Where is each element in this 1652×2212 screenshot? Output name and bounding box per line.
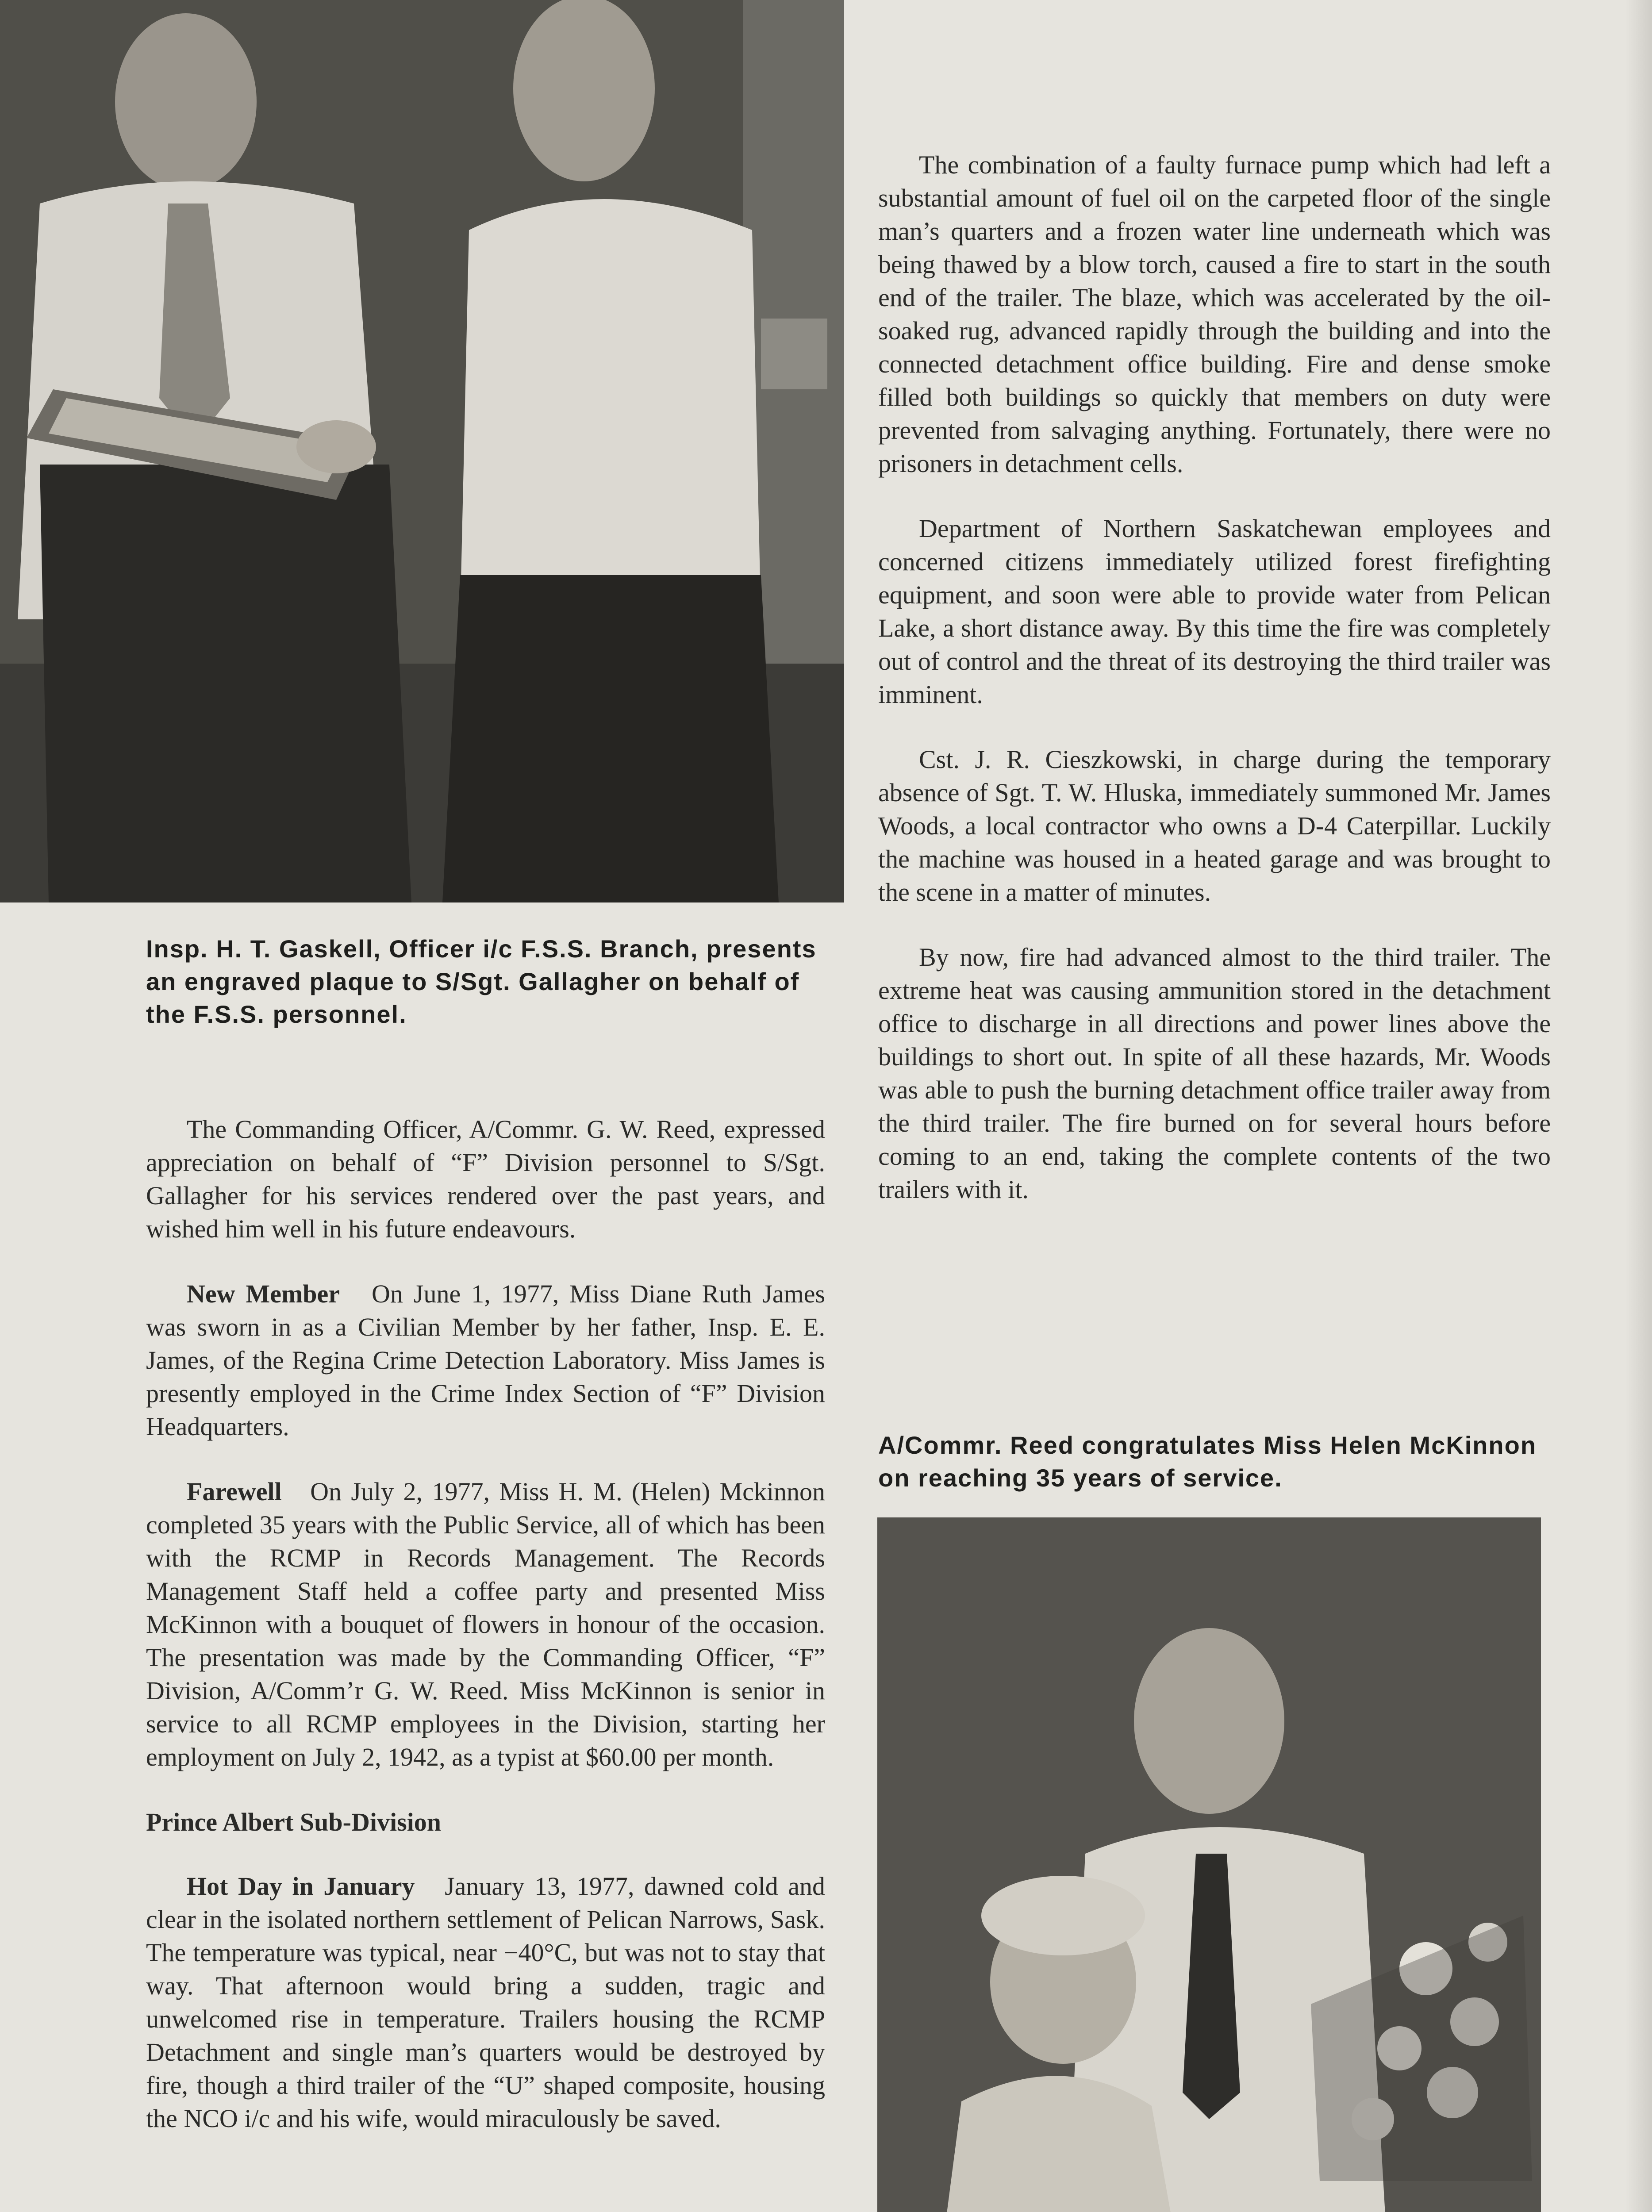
right-text-column [878, 148, 1551, 1238]
caption-plaque-photo: Insp. H. T. Gaskell, Officer i/c F.S.S. Branch, presents an engraved plaque to S/Sgt. Gallagher on behalf of the F.S.S. personnel. [146, 935, 817, 1028]
photo-mckinnon-congratulations [877, 1517, 1541, 2212]
farewell-body: On July 2, 1977, Miss H. M. (Helen) Mckinnon completed 35 years with the Public Service, all of which has been with the RCMP in Records Management. The Records Management Staff held a coffee party and presented Miss McKinnon with a bouquet of flowers in honour of the occasion. The presentation was made by the Commanding Officer, “F” Division, A/Comm’r G. W. Reed. Miss McKinnon is senior in service to all RCMP employees in the Division, starting her employment on July 2, 1942, as a typist at $60.00 per month. [146, 1477, 825, 1771]
paragraph-caterpillar: Cst. J. R. Cieszkowski, in charge during the temporary absence of Sgt. T. W. Hluska, immediately summoned Mr. James Woods, a local contractor who owns a D-4 Caterpillar. Luckily the machine was housed in a heated garage and was brought to the scene in a matter of minutes. [878, 745, 1551, 906]
run-in-heading-new-member: New Member [187, 1279, 340, 1308]
paragraph-commanding-officer: The Commanding Officer, A/Commr. G. W. Reed, expressed appreciation on behalf of “F” Division personnel to S/Sgt. Gallagher for his services rendered over the past years, and wished him well in his future endeavours. [146, 1115, 825, 1243]
caption-mckinnon-photo: A/Commr. Reed congratulates Miss Helen McKinnon on reaching 35 years of service. [878, 1431, 1537, 1492]
paragraph-hot-day [146, 1870, 825, 2135]
paragraph-farewell [146, 1475, 825, 1774]
hot-day-body: January 13, 1977, dawned cold and clear in the isolated northern settlement of Pelican Narrows, Sask. The temperature was typical, near −40°C, but was not to stay that way. That afternoon would bring a sudden, tragic and unwelcomed rise in temperature. Trailers housing the RCMP Detachment and single man’s quarters would be destroyed by fire, though a third trailer of the “U” shaped composite, housing the NCO i/c and his wife, would miraculously be saved. [146, 1872, 825, 2133]
new-member-body: On June 1, 1977, Miss Diane Ruth James was sworn in as a Civilian Member by her father, Insp. E. E. James, of the Regina Crime Detection Laboratory. Miss James is presently employed in the Crime Index Section of “F” Division Headquarters. [146, 1279, 826, 1441]
left-text-column [146, 1113, 825, 2167]
paragraph-fire-outcome: By now, fire had advanced almost to the third trailer. The extreme heat was causing ammunition stored in the detachment office to discharge in all directions and power lines above the buildings to short out. In spite of all these hazards, Mr. Woods was able to push the burning detachment office trailer away from the third trailer. The fire burned on for several hours before coming to an end, taking the complete contents of the two trailers with it. [878, 943, 1551, 1204]
paragraph-firefighting: Department of Northern Saskatchewan employees and concerned citizens immediately utilized forest firefighting equipment, and soon were able to provide water from Pelican Lake, a short distance away. By this time the fire was completely out of control and the threat of its destroying the third trailer was imminent. [878, 514, 1551, 709]
paragraph-fire-cause: The combination of a faulty furnace pump which had left a substantial amount of fuel oil on the carpeted floor of the single man’s quarters and a frozen water line underneath which was being thawed by a blow torch, caused a fire to start in the south end of the trailer. The blaze, which was accelerated by the oil-soaked rug, advanced rapidly through the building and into the connected detachment office building. Fire and dense smoke filled both buildings so quickly that members on duty were prevented from salvaging anything. Fortunately, there were no prisoners in detachment cells. [878, 150, 1551, 478]
page-edge-shadow [1625, 0, 1652, 2212]
run-in-heading-hot-day: Hot Day in January [187, 1872, 415, 1901]
paragraph-new-member [146, 1277, 825, 1443]
section-heading-prince-albert: Prince Albert Sub-Division [146, 1808, 442, 1836]
photo-plaque-presentation [0, 0, 844, 902]
run-in-heading-farewell: Farewell [187, 1477, 282, 1506]
